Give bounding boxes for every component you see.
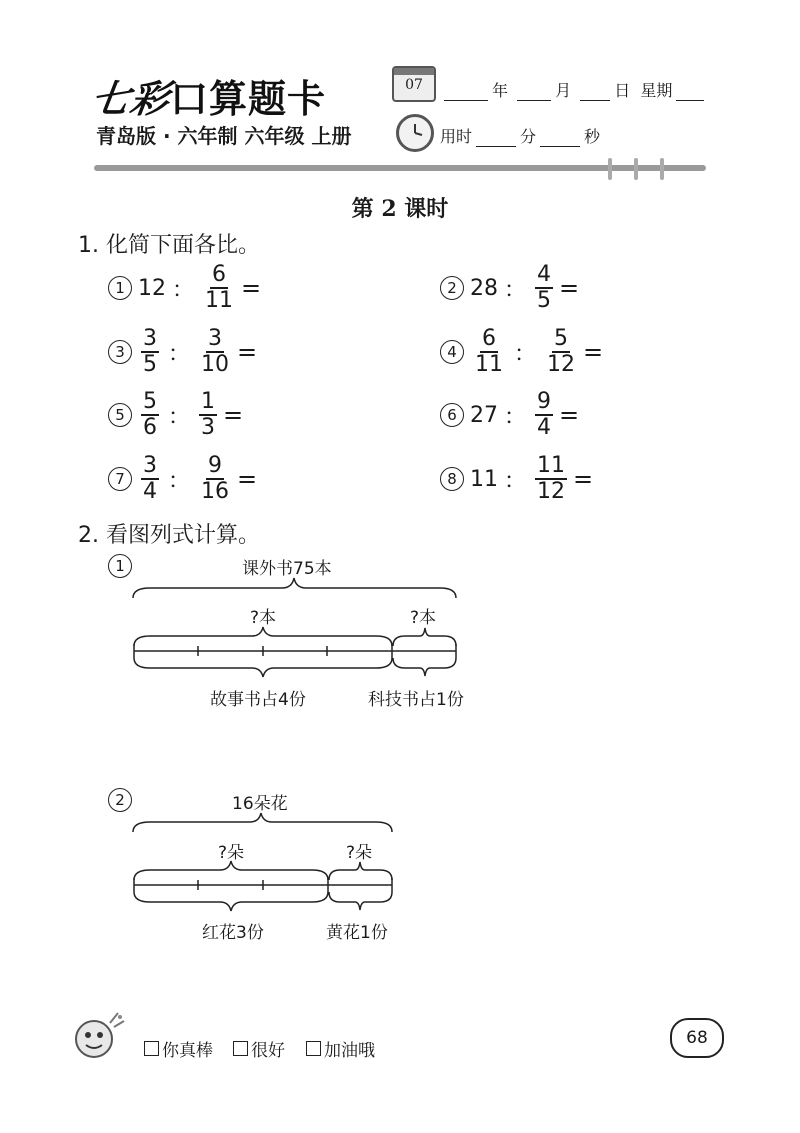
diagram-2-left-label: 红花3份 <box>202 923 264 943</box>
time-label: 用时 <box>440 127 473 146</box>
brand-prefix: 七彩 <box>88 76 173 121</box>
question-2-title: 2. 看图列式计算。 <box>78 523 260 548</box>
problem-number: 8 <box>440 467 464 491</box>
right-bottom-brace <box>329 892 392 910</box>
problem-number: 6 <box>440 403 464 427</box>
total-brace <box>133 813 392 832</box>
colon: ： <box>172 277 195 303</box>
term-a: 12 <box>138 275 166 301</box>
question-1-title: 1. 化简下面各比。 <box>78 233 260 258</box>
diagram-1-left-question: ?本 <box>250 608 277 628</box>
equals: = <box>559 401 580 429</box>
lesson-title: 第 2 课时 <box>351 196 449 222</box>
problem-number: 3 <box>108 340 132 364</box>
problem-number: 5 <box>108 403 132 427</box>
equals: = <box>241 274 262 302</box>
edition-label: 青岛版 · 六年制 六年级 上册 <box>96 124 352 148</box>
page-number: 68 <box>670 1018 724 1058</box>
diagram-number: 2 <box>108 788 132 812</box>
fraction-b: $\frac{3}{10}$ <box>201 326 230 377</box>
diagram-1-right-question: ?本 <box>410 608 437 628</box>
fraction-a: $\frac{3}{5}$ <box>143 326 157 377</box>
equals: = <box>583 338 604 366</box>
checkbox[interactable] <box>306 1041 321 1056</box>
problem-number: 4 <box>440 340 464 364</box>
equals: = <box>573 465 594 493</box>
fraction-b: $\frac{11}{12}$ <box>537 453 566 504</box>
fraction-b: $\frac{9}{4}$ <box>537 389 552 440</box>
diagram-2-total: 16朵花 <box>232 794 288 814</box>
calendar-day: 07 <box>405 77 423 93</box>
fraction-b: $\frac{5}{12}$ <box>547 326 576 377</box>
checkbox[interactable] <box>233 1041 248 1056</box>
week-label: 星期 <box>640 81 673 100</box>
problem-number: 2 <box>440 276 464 300</box>
diagram-1-left-label: 故事书占4份 <box>210 690 306 710</box>
fraction-b: $\frac{4}{5}$ <box>537 262 552 313</box>
colon: ： <box>168 404 191 430</box>
left-bottom-brace <box>134 892 328 911</box>
colon: ： <box>514 341 537 367</box>
fraction-a: $\frac{3}{4}$ <box>143 453 157 504</box>
diagram-number: 1 <box>108 554 132 578</box>
colon: ： <box>504 468 527 494</box>
term-a: 11 <box>470 466 498 492</box>
minutes-label: 分 <box>520 127 537 146</box>
rating-option-great[interactable]: 你真棒 <box>144 1036 213 1061</box>
problem-number: 1 <box>108 276 132 300</box>
month-label: 月 <box>555 81 572 100</box>
equals: = <box>223 401 244 429</box>
fraction-a: $\frac{6}{11}$ <box>475 326 503 377</box>
year-label: 年 <box>492 81 509 100</box>
fraction-b: $\frac{1}{3}$ <box>201 389 216 440</box>
seconds-label: 秒 <box>584 127 601 146</box>
mascot-icon <box>70 1005 130 1065</box>
left-top-brace <box>134 861 328 880</box>
diagram-1-right-label: 科技书占1份 <box>368 690 464 710</box>
diagram-1-total: 课外书75本 <box>242 559 332 579</box>
diagram-2-left-question: ?朵 <box>218 843 245 863</box>
diagram-2-right-question: ?朵 <box>346 843 373 863</box>
checkbox[interactable] <box>144 1041 159 1056</box>
colon: ： <box>504 277 527 303</box>
problem-number: 7 <box>108 467 132 491</box>
rating-option-keep-trying[interactable]: 加油哦 <box>306 1036 375 1061</box>
colon: ： <box>504 404 527 430</box>
equals: = <box>559 274 580 302</box>
equals: = <box>237 338 258 366</box>
colon: ： <box>168 468 191 494</box>
right-top-brace <box>329 862 392 880</box>
fraction-b: $\frac{6}{11}$ <box>205 262 234 313</box>
fraction-b: $\frac{9}{16}$ <box>201 453 230 504</box>
diagram-2-right-label: 黄花1份 <box>326 923 388 943</box>
colon: ： <box>168 341 191 367</box>
rating-option-good[interactable]: 很好 <box>233 1036 285 1061</box>
term-a: 28 <box>470 275 498 301</box>
brand-main: 口算题卡 <box>170 77 327 121</box>
fraction-a: $\frac{5}{6}$ <box>143 389 157 440</box>
equals: = <box>237 465 258 493</box>
term-a: 27 <box>470 402 498 428</box>
day-label: 日 <box>614 81 631 100</box>
